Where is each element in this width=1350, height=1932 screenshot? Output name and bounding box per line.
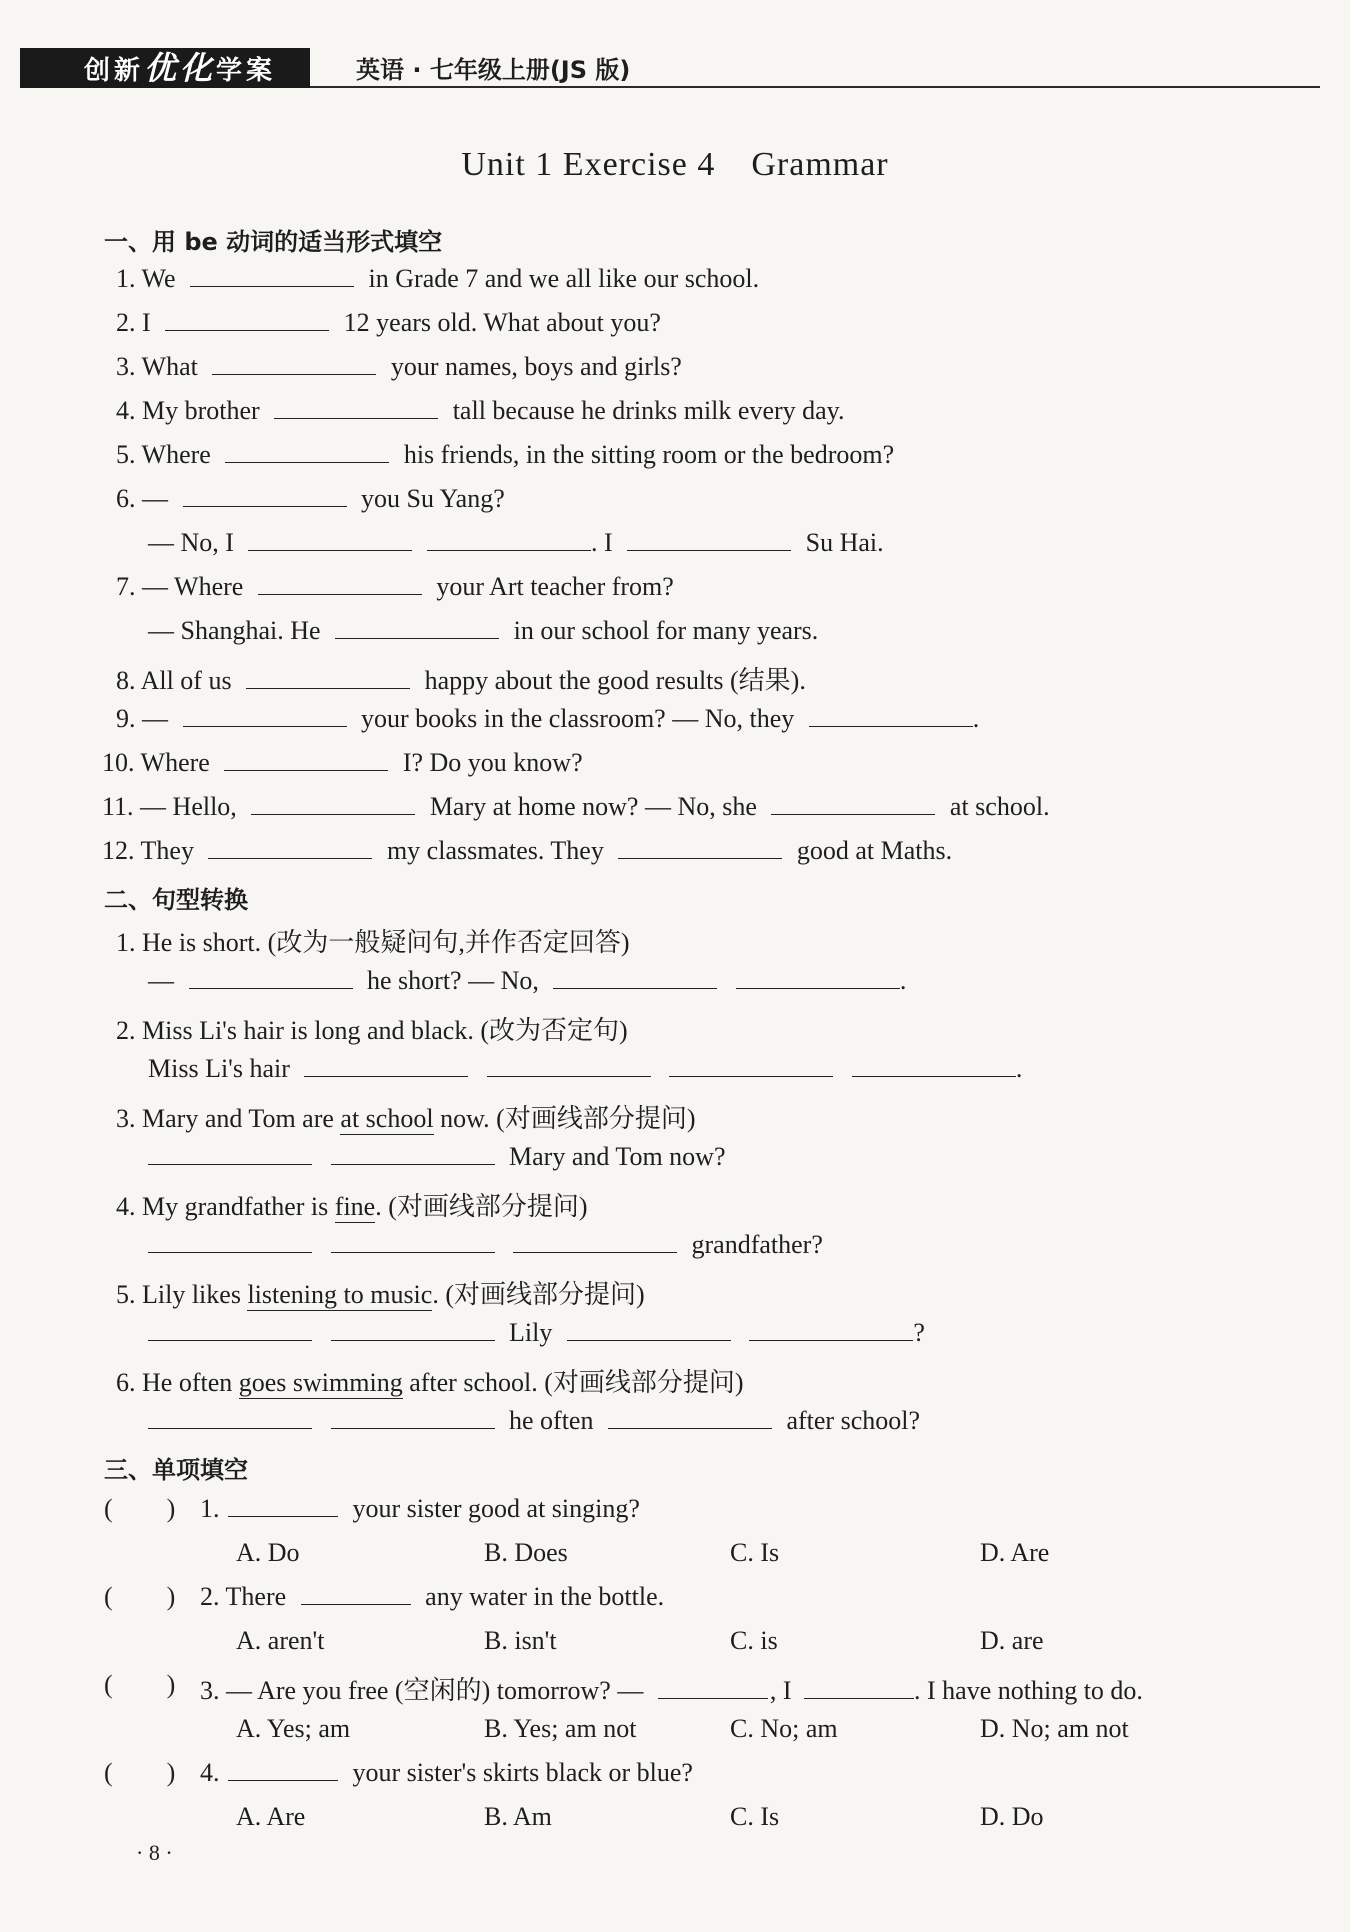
answer-blank[interactable] (274, 396, 438, 419)
item-text: . (1015, 1054, 1023, 1083)
item-text: Where (141, 440, 211, 469)
s1-item-9 (116, 704, 979, 734)
answer-paren-3[interactable] (104, 1670, 175, 1700)
answer-blank[interactable] (246, 666, 410, 689)
item-number: 10. (102, 748, 135, 777)
item-text: Mary and Tom are (142, 1104, 341, 1133)
answer-blank[interactable] (749, 1318, 913, 1341)
item-text: — Where (142, 572, 244, 601)
option-b[interactable]: B. Am (484, 1802, 552, 1831)
answer-blank[interactable] (301, 1582, 411, 1605)
item-text: good at Maths. (796, 836, 953, 865)
s1-item-2 (116, 308, 661, 338)
underlined-phrase: goes swimming (238, 1368, 403, 1397)
answer-blank[interactable] (487, 1054, 651, 1077)
answer-blank[interactable] (627, 528, 791, 551)
s2-q2 (116, 1010, 628, 1047)
item-text: Where (140, 748, 210, 777)
option-d[interactable]: D. are (980, 1626, 1044, 1655)
s2-q4-answer (148, 1230, 823, 1260)
s1-item-1 (116, 264, 759, 294)
item-text: Miss Li's hair (148, 1054, 290, 1083)
item-text: They (140, 836, 194, 865)
item-text: grandfather? (691, 1230, 823, 1259)
answer-paren-2[interactable] (104, 1582, 175, 1612)
item-text: — No, I (148, 528, 234, 557)
s2-q1-answer (148, 966, 906, 996)
s1-item-8 (116, 660, 806, 697)
brand-text-a: 创新 (84, 56, 145, 86)
item-number: 4. (116, 1192, 136, 1221)
item-text: after school? (786, 1406, 921, 1435)
s3-q2 (200, 1582, 664, 1612)
s3-q1 (200, 1494, 640, 1524)
item-text: — (142, 704, 168, 733)
item-text: . I (590, 528, 613, 557)
paren-close: ) (166, 1670, 176, 1699)
header-brand (20, 48, 310, 88)
item-text: . (对画线部分提问) (432, 1280, 645, 1309)
answer-blank[interactable] (553, 966, 717, 989)
s1-item-6-reply (148, 528, 884, 558)
item-text: Lily likes (142, 1280, 248, 1309)
item-text: after school. (对画线部分提问) (402, 1368, 744, 1397)
item-text: in our school for many years. (513, 616, 819, 645)
section3-heading: 三、单项填空 (104, 1456, 248, 1484)
answer-paren-4[interactable] (104, 1758, 175, 1788)
item-text: his friends, in the sitting room or the bedroom? (403, 440, 895, 469)
paren-open: ( (104, 1758, 113, 1787)
item-number: 1. (116, 264, 136, 293)
item-text: any water in the bottle. (425, 1582, 665, 1611)
s1-item-7-reply (148, 616, 818, 646)
item-text: — Are you free (空闲的) tomorrow? — (226, 1676, 644, 1705)
item-number: 5. (116, 440, 136, 469)
underlined-phrase: fine (334, 1192, 376, 1221)
item-text: He often (142, 1368, 239, 1397)
answer-blank[interactable] (228, 1758, 338, 1781)
item-number: 6. (116, 1368, 136, 1397)
answer-blank[interactable] (618, 836, 782, 859)
paren-close: ) (166, 1758, 176, 1787)
item-text: . (899, 966, 907, 995)
item-text: you Su Yang? (361, 484, 505, 513)
answer-blank[interactable] (148, 1230, 312, 1253)
answer-blank[interactable] (513, 1230, 677, 1253)
s2-q4 (116, 1186, 588, 1223)
item-number: 4. (116, 396, 136, 425)
item-text: in Grade 7 and we all like our school. (368, 264, 760, 293)
item-text: My brother (142, 396, 260, 425)
item-number: 4. (200, 1758, 220, 1787)
item-number: 2. (116, 1016, 136, 1045)
s2-q5 (116, 1274, 645, 1311)
item-text: All of us (140, 666, 232, 695)
item-number: 5. (116, 1280, 136, 1309)
answer-blank[interactable] (148, 1318, 312, 1341)
answer-blank[interactable] (189, 966, 353, 989)
paren-open: ( (104, 1494, 113, 1523)
item-number: 1. (116, 928, 136, 957)
option-b[interactable]: B. Does (484, 1538, 568, 1567)
s2-q2-answer (148, 1054, 1022, 1084)
s2-q1 (116, 922, 629, 959)
option-a[interactable]: A. Yes; am (236, 1714, 351, 1743)
item-text: your sister's skirts black or blue? (352, 1758, 693, 1787)
answer-blank[interactable] (224, 748, 388, 771)
answer-blank[interactable] (335, 616, 499, 639)
s1-item-5 (116, 440, 894, 470)
answer-blank[interactable] (427, 528, 591, 551)
answer-blank[interactable] (208, 836, 372, 859)
title-unit: Unit 1 Exercise 4 (461, 146, 716, 183)
answer-blank[interactable] (331, 1230, 495, 1253)
item-text: tall because he drinks milk every day. (452, 396, 845, 425)
s1-item-7 (116, 572, 674, 602)
page-title (0, 146, 1350, 184)
item-number: 7. (116, 572, 136, 601)
item-text: There (225, 1582, 287, 1611)
s2-q3 (116, 1098, 695, 1135)
item-number: 9. (116, 704, 136, 733)
item-number: 2. (116, 308, 136, 337)
answer-blank[interactable] (225, 440, 389, 463)
option-c[interactable]: C. Is (730, 1538, 780, 1567)
item-text: . I have nothing to do. (914, 1676, 1143, 1705)
item-text: — Shanghai. He (148, 616, 321, 645)
item-text: now. (对画线部分提问) (433, 1104, 696, 1133)
s2-q3-answer (148, 1142, 726, 1172)
answer-blank[interactable] (183, 484, 347, 507)
answer-blank[interactable] (669, 1054, 833, 1077)
item-text: my classmates. They (386, 836, 604, 865)
answer-blank[interactable] (331, 1142, 495, 1165)
item-text: Mary and Tom now? (509, 1142, 726, 1171)
item-number: 12. (102, 836, 135, 865)
s2-q5-answer (148, 1318, 925, 1348)
item-text: We (141, 264, 176, 293)
section2-heading: 二、句型转换 (104, 886, 248, 914)
s1-item-12 (102, 836, 952, 866)
answer-blank[interactable] (248, 528, 412, 551)
item-number: 3. (116, 1104, 136, 1133)
answer-blank[interactable] (190, 264, 354, 287)
paren-close: ) (166, 1582, 176, 1611)
s1-item-6 (116, 484, 505, 514)
answer-blank[interactable] (804, 1676, 914, 1699)
answer-blank[interactable] (251, 792, 415, 815)
item-text: your Art teacher from? (436, 572, 674, 601)
option-c[interactable]: C. No; am (730, 1714, 838, 1743)
item-text: your names, boys and girls? (390, 352, 682, 381)
s2-q6-answer (148, 1406, 920, 1436)
page-number: · 8 · (136, 1840, 173, 1865)
option-d[interactable]: D. Are (980, 1538, 1050, 1567)
item-number: 2. (200, 1582, 220, 1611)
item-text: Mary at home now? — No, she (429, 792, 757, 821)
item-text: . (对画线部分提问) (375, 1192, 588, 1221)
item-text: — (148, 966, 174, 995)
item-text: He is short. (改为一般疑问句,并作否定回答) (142, 928, 630, 957)
answer-blank[interactable] (658, 1676, 768, 1699)
answer-blank[interactable] (148, 1142, 312, 1165)
option-a[interactable]: A. aren't (236, 1626, 325, 1655)
item-number: 3. (116, 352, 136, 381)
s1-item-11 (102, 792, 1050, 822)
item-text: . (972, 704, 980, 733)
brand-text-b: 优化 (144, 49, 217, 87)
s1-item-10 (102, 748, 583, 778)
answer-paren-1[interactable] (104, 1494, 175, 1524)
item-text: happy about the good results (结果). (424, 666, 806, 695)
answer-blank[interactable] (183, 704, 347, 727)
option-c[interactable]: C. is (730, 1626, 778, 1655)
item-text: Su Hai. (805, 528, 884, 557)
answer-blank[interactable] (736, 966, 900, 989)
s2-q6 (116, 1362, 744, 1399)
item-text: at school. (949, 792, 1050, 821)
answer-blank[interactable] (852, 1054, 1016, 1077)
answer-blank[interactable] (809, 704, 973, 727)
paren-open: ( (104, 1582, 113, 1611)
answer-blank[interactable] (331, 1318, 495, 1341)
paren-close: ) (166, 1494, 176, 1523)
item-text: I? Do you know? (402, 748, 583, 777)
item-text: he short? — No, (367, 966, 539, 995)
option-d[interactable]: D. No; am not (980, 1714, 1129, 1743)
item-number: 11. (102, 792, 134, 821)
option-a[interactable]: A. Are (236, 1802, 306, 1831)
answer-blank[interactable] (148, 1406, 312, 1429)
answer-blank[interactable] (331, 1406, 495, 1429)
item-text: 12 years old. What about you? (343, 308, 661, 337)
item-number: 1. (200, 1494, 220, 1523)
answer-blank[interactable] (304, 1054, 468, 1077)
item-text: What (141, 352, 198, 381)
section1-heading: 一、用 be 动词的适当形式填空 (104, 228, 443, 256)
item-text: your books in the classroom? — No, they (361, 704, 795, 733)
answer-blank[interactable] (567, 1318, 731, 1341)
option-b[interactable]: B. Yes; am not (484, 1714, 637, 1743)
item-text: , I (769, 1676, 792, 1705)
item-text: I (142, 308, 151, 337)
answer-blank[interactable] (165, 308, 329, 331)
option-b[interactable]: B. isn't (484, 1626, 557, 1655)
item-text: Miss Li's hair is long and black. (改为否定句) (142, 1016, 628, 1045)
answer-blank[interactable] (608, 1406, 772, 1429)
header-subtitle: 英语 · 七年级上册(JS 版) (356, 56, 631, 84)
s3-q3 (200, 1670, 1143, 1707)
answer-blank[interactable] (258, 572, 422, 595)
option-d[interactable]: D. Do (980, 1802, 1044, 1831)
answer-blank[interactable] (771, 792, 935, 815)
option-a[interactable]: A. Do (236, 1538, 300, 1567)
item-text: Lily (509, 1318, 553, 1347)
item-number: 6. (116, 484, 136, 513)
item-text: My grandfather is (142, 1192, 335, 1221)
underlined-phrase: listening to music (247, 1280, 433, 1309)
brand-text-c: 学案 (216, 56, 277, 86)
s1-item-3 (116, 352, 682, 382)
paren-open: ( (104, 1670, 113, 1699)
option-c[interactable]: C. Is (730, 1802, 780, 1831)
s1-item-4 (116, 396, 845, 426)
item-text: — Hello, (140, 792, 237, 821)
item-text: ? (913, 1318, 925, 1347)
title-topic: Grammar (751, 146, 889, 183)
header-rule (310, 86, 1320, 88)
item-number: 3. (200, 1676, 220, 1705)
answer-blank[interactable] (228, 1494, 338, 1517)
item-text: he often (509, 1406, 594, 1435)
s3-q4 (200, 1758, 693, 1788)
underlined-phrase: at school (340, 1104, 434, 1133)
item-text: — (142, 484, 168, 513)
item-text: your sister good at singing? (352, 1494, 640, 1523)
item-number: 8. (116, 666, 136, 695)
answer-blank[interactable] (212, 352, 376, 375)
